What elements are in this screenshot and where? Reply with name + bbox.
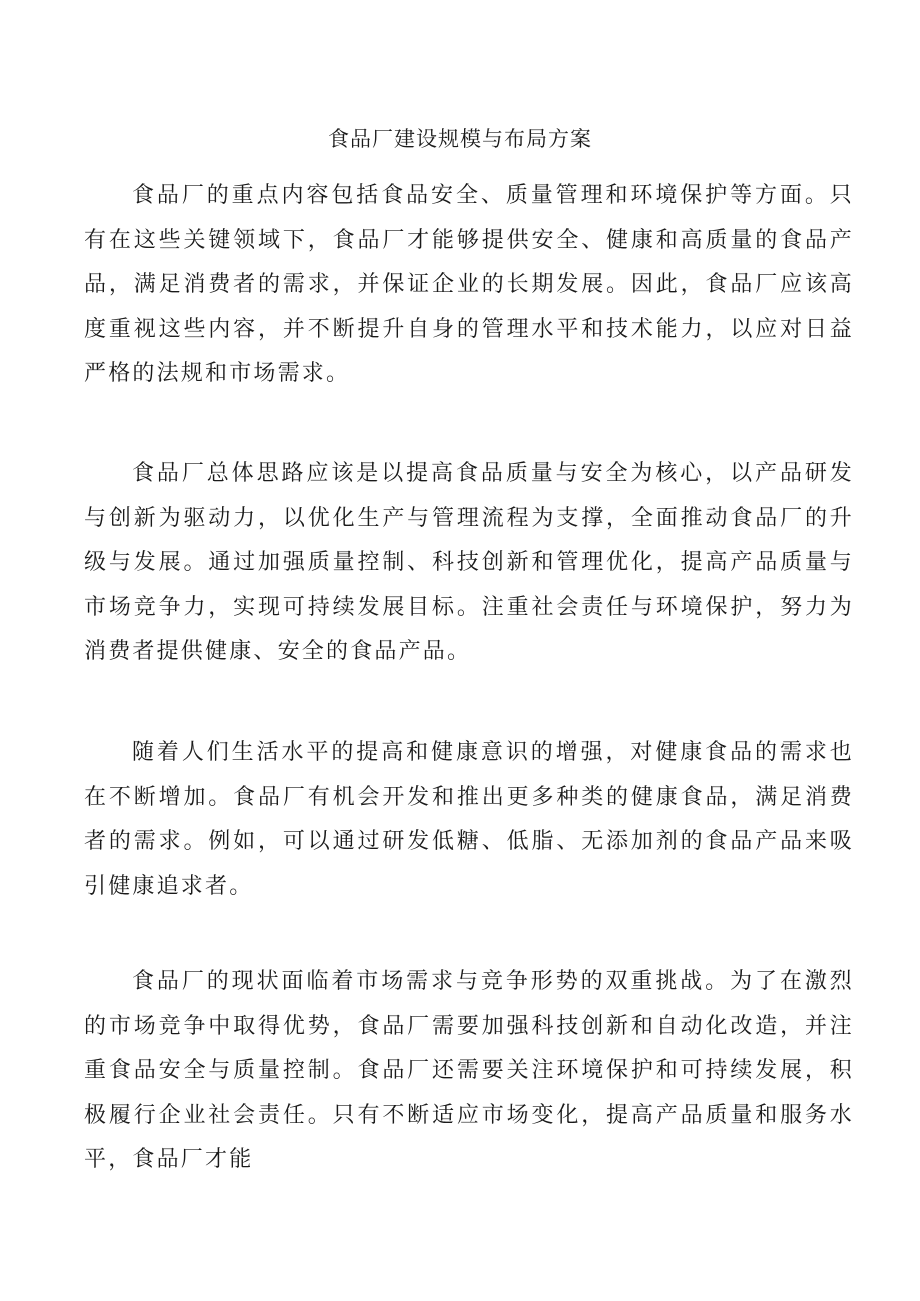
paragraph-food-safety-focus: 食品厂的重点内容包括食品安全、质量管理和环境保护等方面。只有在这些关键领域下，食品厂才能够提供安全、健康和高质量的食品产品，满足消费者的需求，并保证企业的长期发展。因此，食品厂应该高度重视这些内容，并不断提升自身的管理水平和技术能力，以应对日益严格的法规和市场需求。 [84, 183, 854, 386]
paragraph-current-challenges: 食品厂的现状面临着市场需求与竞争形势的双重挑战。为了在激烈的市场竞争中取得优势，食品厂需要加强科技创新和自动化改造，并注重食品安全与质量控制。食品厂还需要关注环境保护和可持续发展，积极履行企业社会责任。只有不断适应市场变化，提高产品质量和服务水平，食品厂才能 [84, 969, 854, 1172]
document-title: 食品厂建设规模与布局方案 [328, 127, 592, 151]
paragraph-overall-approach: 食品厂总体思路应该是以提高食品质量与安全为核心，以产品研发与创新为驱动力，以优化生产与管理流程为支撑，全面推动食品厂的升级与发展。通过加强质量控制、科技创新和管理优化，提高产品质量与市场竞争力，实现可持续发展目标。注重社会责任与环境保护，努力为消费者提供健康、安全的食品产品。 [84, 461, 854, 664]
paragraph-health-food-demand: 随着人们生活水平的提高和健康意识的增强，对健康食品的需求也在不断增加。食品厂有机会开发和推出更多种类的健康食品，满足消费者的需求。例如，可以通过研发低糖、低脂、无添加剂的食品产品来吸引健康追求者。 [84, 740, 854, 899]
